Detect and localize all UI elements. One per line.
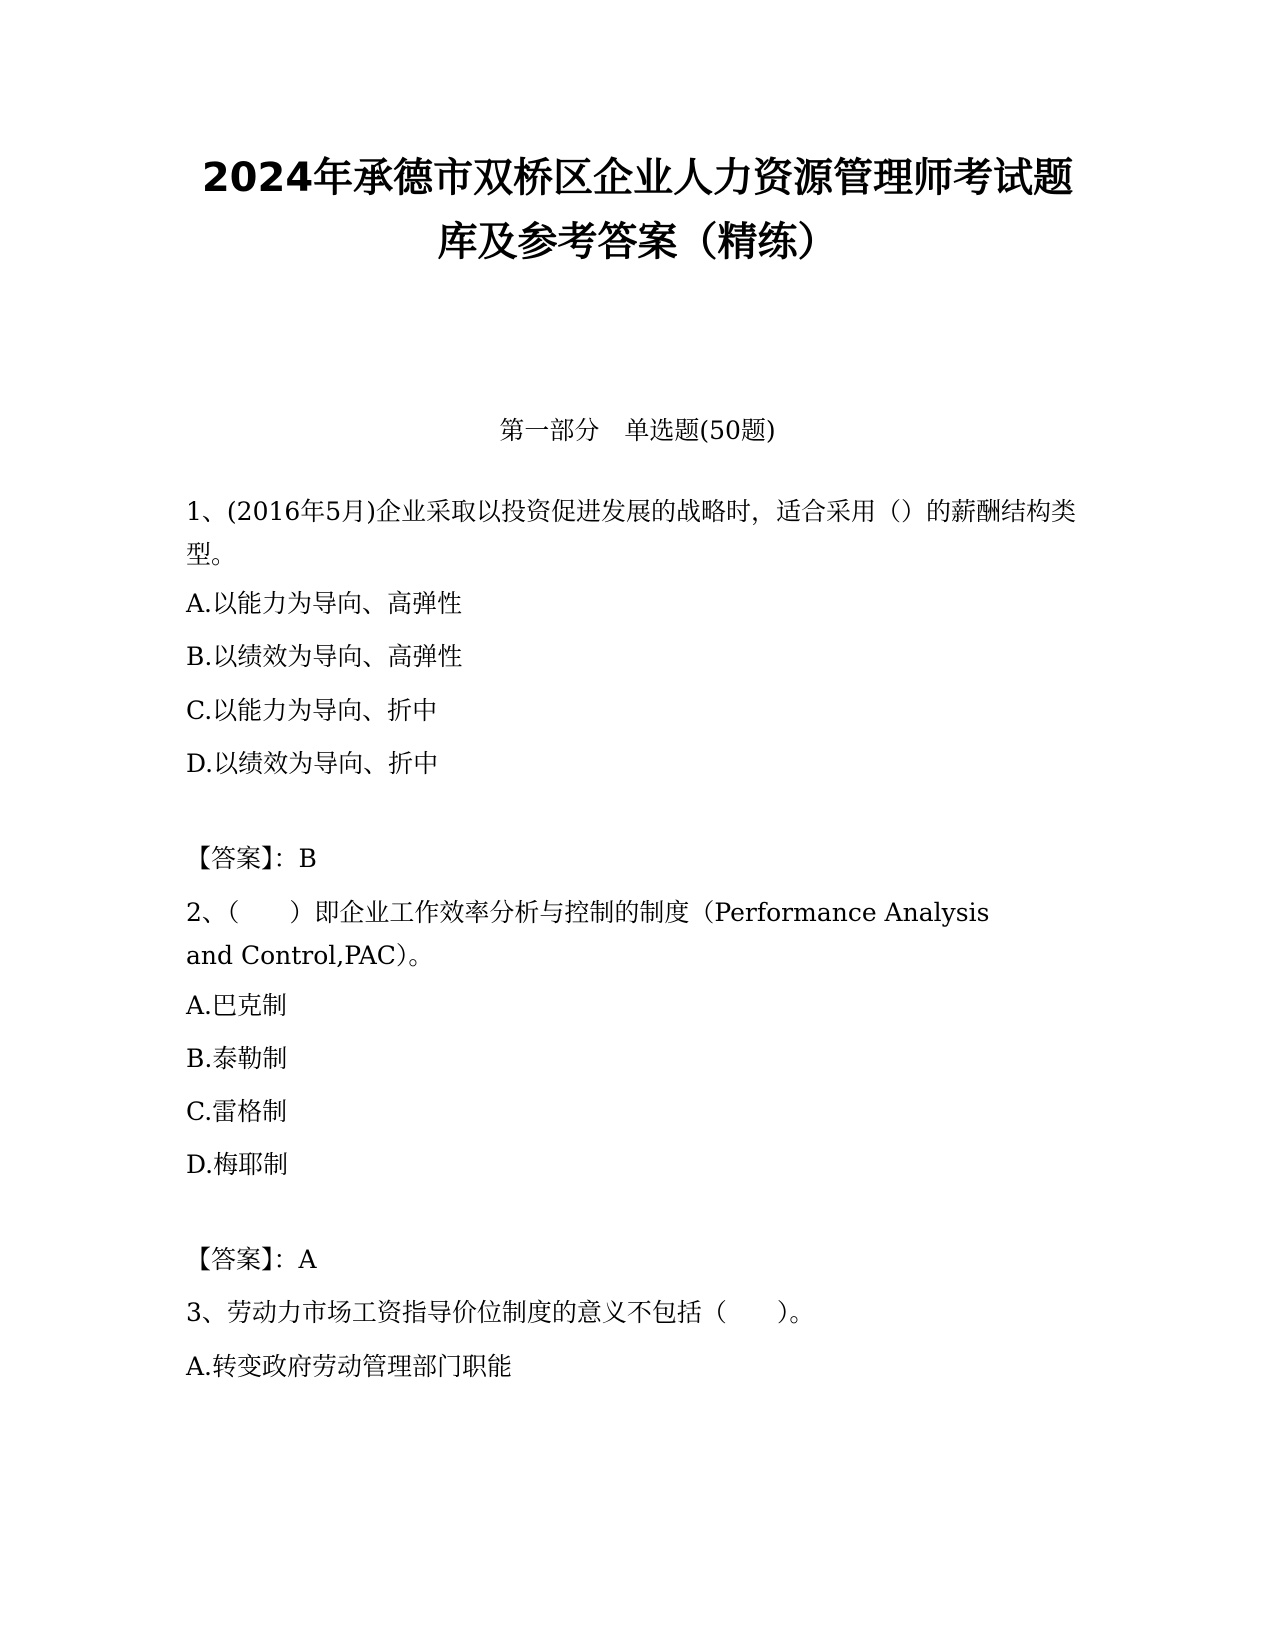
document-title bbox=[150, 146, 1125, 274]
title-line-1: 2024年承德市双桥区企业人力资源管理师考试题 bbox=[201, 155, 1074, 201]
question-1-option-c: C.以能力为导向、折中 bbox=[186, 696, 438, 725]
question-1-stem: 1、(2016年5月)企业采取以投资促进发展的战略时，适合采用（）的薪酬结构类型。 bbox=[186, 497, 1076, 569]
question-2-option-a: A.巴克制 bbox=[186, 991, 288, 1020]
question-2-option-c: C.雷格制 bbox=[186, 1097, 288, 1126]
question-1-option-b: B.以绩效为导向、高弹性 bbox=[186, 642, 463, 671]
section-heading: 第一部分 单选题(50题) bbox=[499, 416, 776, 445]
question-1-answer: 【答案】：B bbox=[186, 844, 317, 873]
question-1-option-d: D.以绩效为导向、折中 bbox=[186, 749, 439, 778]
question-2-option-b: B.泰勒制 bbox=[186, 1044, 288, 1073]
question-2-stem: 2、（ ）即企业工作效率分析与控制的制度（Performance Analysis and Control,PAC）。 bbox=[186, 898, 990, 970]
question-3-option-a: A.转变政府劳动管理部门职能 bbox=[186, 1352, 513, 1381]
question-1-option-a: A.以能力为导向、高弹性 bbox=[186, 589, 463, 618]
question-2-answer: 【答案】：A bbox=[186, 1245, 317, 1274]
question-2-option-d: D.梅耶制 bbox=[186, 1150, 289, 1179]
question-3-stem: 3、劳动力市场工资指导价位制度的意义不包括（ ）。 bbox=[186, 1298, 815, 1327]
title-line-2: 库及参考答案（精练） bbox=[437, 219, 838, 265]
